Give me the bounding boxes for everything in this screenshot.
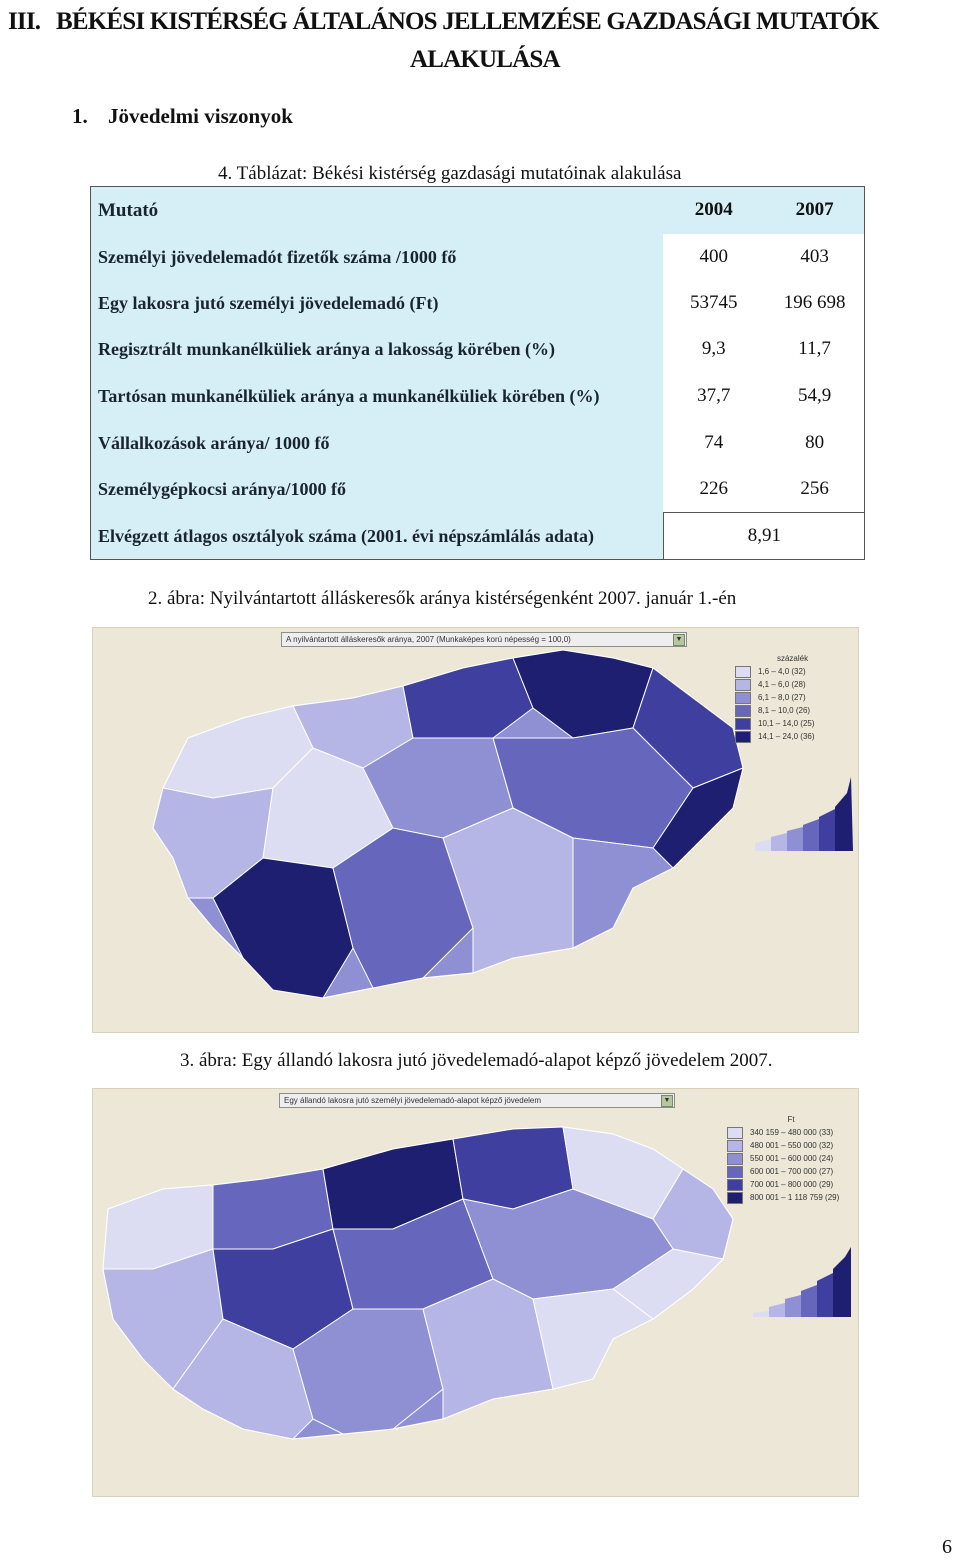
legend-item: [727, 1152, 855, 1165]
table-caption: 4. Táblázat: Békési kistérség gazdasági mutatóinak alakulása: [218, 163, 682, 184]
legend-count: (24): [818, 1154, 834, 1163]
legend-swatch: [727, 1140, 743, 1152]
row-value-merged: 8,91: [663, 512, 865, 560]
figure2-distribution-histogram: [755, 773, 855, 853]
legend-swatch: [727, 1127, 743, 1139]
legend-count: (26): [795, 706, 811, 715]
legend-swatch: [735, 666, 751, 678]
row-value-2004: 226: [699, 477, 728, 499]
row-value-2007: 403: [800, 246, 829, 267]
legend-swatch: [735, 679, 751, 691]
subsection-title: Jövedelmi viszonyok: [108, 104, 293, 128]
legend-range: 800 001 – 1 118 759: [750, 1193, 823, 1202]
subsection-number: 1.: [72, 104, 88, 128]
row-value-2007: 11,7: [798, 338, 831, 359]
header-label: Mutató: [90, 186, 663, 234]
dropdown-arrow-icon[interactable]: ▼: [673, 634, 685, 646]
table-header-row: [90, 186, 865, 234]
legend-range: 550 001 – 600 000: [750, 1154, 817, 1163]
figure3-map: [92, 1088, 859, 1497]
row-value-2007: 80: [805, 432, 825, 453]
legend-item: [735, 691, 850, 704]
table-row: [90, 234, 865, 280]
row-label: Elvégzett átlagos osztályok száma (2001. évi népszámlálás adata): [90, 512, 663, 560]
legend-count: (25): [800, 719, 815, 728]
figure2-caption: 2. ábra: Nyilvántartott álláskeresők aránya kistérségenként 2007. január 1.-én: [148, 588, 737, 609]
header-year-2007: 2007: [764, 186, 865, 234]
legend-swatch: [727, 1192, 743, 1204]
row-label: Egy lakosra jutó személyi jövedelemadó (Ft): [90, 280, 663, 326]
section-number: III.: [8, 8, 41, 35]
figure3-map-title-text: Egy állandó lakosra jutó személyi jövedelemadó-alapot képző jövedelem: [284, 1096, 542, 1105]
row-label: Személyi jövedelemadót fizetők száma /1000 fő: [90, 234, 663, 280]
legend-range: 480 001 – 550 000: [750, 1141, 817, 1150]
indicators-table: [90, 186, 865, 560]
table-row: [90, 280, 865, 326]
region-southeast: [573, 838, 673, 948]
row-value-2007: 196 698: [783, 292, 846, 313]
legend-item: [727, 1191, 855, 1204]
legend-range: 700 001 – 800 000: [750, 1180, 817, 1189]
row-value-2007: 256: [800, 477, 829, 499]
legend-range: 8,1 – 10,0: [758, 706, 794, 715]
figure3-legend: [727, 1115, 855, 1204]
legend-title: százalék: [776, 654, 809, 663]
page-number: 6: [942, 1536, 952, 1558]
legend-range: 6,1 – 8,0: [758, 693, 790, 702]
legend-range: 14,1 – 24,0: [758, 732, 799, 741]
legend-count: (36): [800, 732, 815, 741]
legend-item: [727, 1139, 855, 1152]
legend-swatch: [735, 731, 751, 743]
row-value-2004: 400: [699, 246, 728, 267]
legend-range: 600 001 – 700 000: [750, 1167, 817, 1176]
row-value-2004: 9,3: [701, 338, 726, 359]
legend-count: (29): [825, 1193, 840, 1202]
section-title-line2: ALAKULÁSA: [410, 46, 560, 73]
row-value-2004: 37,7: [697, 385, 731, 406]
table-row: [90, 326, 865, 372]
legend-item: [727, 1126, 855, 1139]
legend-item: [735, 730, 850, 743]
figure2-legend: [735, 654, 850, 743]
legend-item: [735, 665, 850, 678]
table-row-education: [90, 512, 865, 560]
legend-count: (33): [818, 1128, 834, 1137]
row-value-2004: 53745: [689, 292, 738, 313]
figure2-map-title-text: A nyilvántartott álláskeresők aránya, 2007 (Munkaképes korú népesség = 100,0): [286, 635, 571, 644]
row-label: Vállalkozások aránya/ 1000 fő: [90, 420, 663, 466]
table-row: [90, 372, 865, 420]
legend-swatch: [727, 1166, 743, 1178]
row-label: Regisztrált munkanélküliek aránya a lakosság körében (%): [90, 326, 663, 372]
table-row: [90, 420, 865, 466]
legend-item: [735, 704, 850, 717]
row-label: Tartósan munkanélküliek aránya a munkanélküliek körében (%): [90, 372, 663, 420]
legend-swatch: [727, 1179, 743, 1191]
figure3-caption: 3. ábra: Egy állandó lakosra jutó jövedelemadó-alapot képző jövedelem 2007.: [180, 1050, 773, 1071]
section-heading: [8, 4, 948, 73]
row-value-2004: 74: [704, 432, 724, 453]
legend-count: (27): [818, 1167, 834, 1176]
legend-range: 10,1 – 14,0: [758, 719, 799, 728]
subsection-heading: [72, 104, 293, 129]
legend-count: (29): [818, 1180, 834, 1189]
legend-count: (32): [818, 1141, 834, 1150]
row-label: Személygépkocsi aránya/1000 fő: [90, 466, 663, 512]
legend-count: (27): [791, 693, 806, 702]
legend-range: 1,6 – 4,0: [758, 667, 790, 676]
table-row: [90, 466, 865, 512]
legend-item: [727, 1165, 855, 1178]
legend-swatch: [735, 705, 751, 717]
header-year-2004: 2004: [663, 186, 764, 234]
figure2-map: [92, 627, 859, 1033]
legend-item: [735, 678, 850, 691]
legend-range: 340 159 – 480 000: [750, 1128, 817, 1137]
legend-swatch: [727, 1153, 743, 1165]
legend-item: [735, 717, 850, 730]
figure3-distribution-histogram: [753, 1239, 853, 1319]
dropdown-arrow-icon[interactable]: ▼: [661, 1095, 673, 1107]
section-title-line1: BÉKÉSI KISTÉRSÉG ÁLTALÁNOS JELLEMZÉSE GAZDASÁGI MUTATÓK: [56, 8, 879, 35]
legend-range: 4,1 – 6,0: [758, 680, 790, 689]
legend-title: Ft: [787, 1115, 795, 1124]
legend-swatch: [735, 692, 751, 704]
legend-item: [727, 1178, 855, 1191]
legend-count: (28): [791, 680, 806, 689]
legend-count: (32): [791, 667, 806, 676]
legend-swatch: [735, 718, 751, 730]
row-value-2007: 54,9: [797, 385, 832, 406]
